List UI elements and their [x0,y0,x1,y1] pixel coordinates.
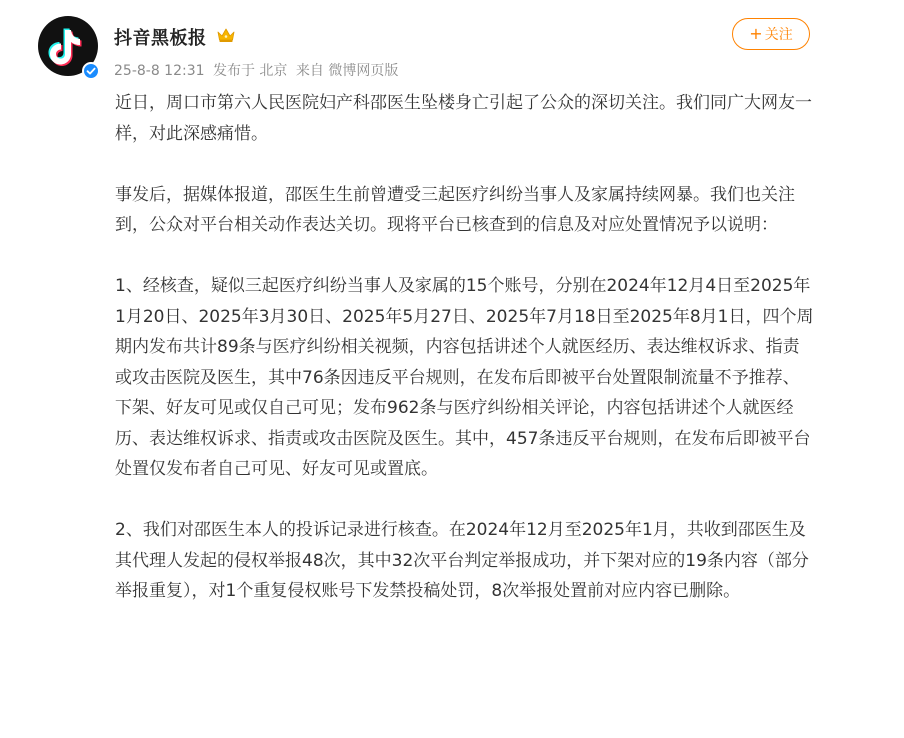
author-name[interactable]: 抖音黑板报 [114,28,207,49]
post-body [115,88,815,637]
crown-icon[interactable] [216,27,236,43]
follow-button-label: 关注 [764,27,793,43]
post-paragraph: 近日，周口市第六人民医院妇产科邵医生坠楼身亡引起了公众的深切关注。我们同广大网友一样，对此深感痛惜。 [115,93,812,144]
follow-button[interactable] [732,18,810,50]
post-location: 发布于 北京 [212,63,288,79]
post-source: 来自 微博网页版 [295,63,399,79]
plus-icon: + [749,24,763,43]
post-paragraph: 2、我们对邵医生本人的投诉记录进行核查。在2024年12月至2025年1月，共收到邵医生及其代理人发起的侵权举报48次，其中32次平台判定举报成功，并下架对应的19条内容（部分举报重复），对1个重复侵权账号下发禁投稿处罚，8次举报处置前对应内容已删除。 [115,520,809,601]
post-header [38,16,828,88]
post-paragraph: 事发后，据媒体报道，邵医生生前曾遭受三起医疗纠纷当事人及家属持续网暴。我们也关注到，公众对平台相关动作表达关切。现将平台已核查到的信息及对应处置情况予以说明： [115,184,795,235]
post-time[interactable]: 25-8-8 12:31 [114,63,205,79]
post-paragraph: 1、经核查，疑似三起医疗纠纷当事人及家属的15个账号，分别在2024年12月4日至2025年1月20日、2025年3月30日、2025年5月27日、2025年7月18日至2025年8月1日，四个周期内发布共计89条与医疗纠纷相关视频，内容包括讲述个人就医经历、表达维权诉求、指责或攻击医院及医生，其中76条因违反平台规则，在发布后即被平台处置限制流量不予推荐、下架、好友可见或仅自己可见；发布962条与医疗纠纷相关评论，内容包括讲述个人就医经历、表达维权诉求、指责或攻击医院及医生。其中，457条违反平台规则，在发布后即被平台处置仅发布者自己可见、好友可见或置底。 [115,276,814,479]
post-meta [114,60,402,80]
verified-badge-icon [82,62,100,80]
